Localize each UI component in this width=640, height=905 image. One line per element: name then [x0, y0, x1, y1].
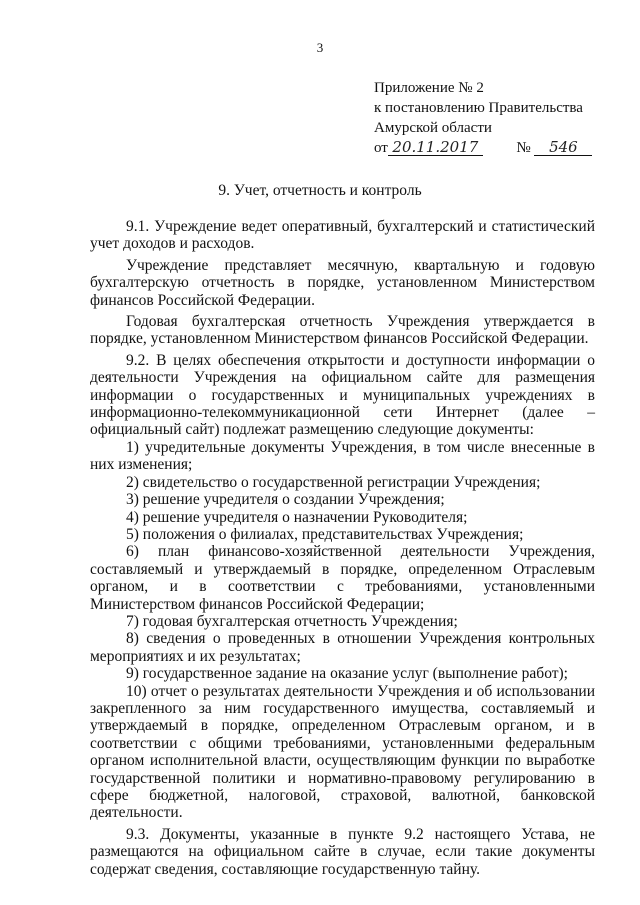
appendix-region: Амурской области: [374, 120, 492, 136]
section-title: 9. Учет, отчетность и контроль: [218, 182, 422, 199]
list-item-6: 6) план финансово-хозяйственной деятельности Учреждения, составляемый и утверждаемый в порядке, определенном Отраслевым органом, и в соответствии с требованиями, установленными Министерством финансов Российской Федерации;: [90, 543, 595, 613]
appendix-resolution: к постановлению Правительства: [374, 100, 583, 116]
list-item-2: 2) свидетельство о государственной регистрации Учреждения;: [126, 473, 541, 491]
handwritten-number: 546: [534, 139, 592, 156]
document-body: [90, 218, 595, 878]
paragraph-9-2: 9.2. В целях обеспечения открытости и доступности информации о деятельности Учреждения на официальном сайте для размещения информации о государственных и муниципальных учреждениях в информационно-телекоммуникационной сети Интернет (далее – официальный сайт) подлежат размещению следующие документы:: [90, 351, 595, 439]
list-item-5: 5) положения о филиалах, представительствах Учреждения;: [126, 525, 524, 543]
date-prefix: от: [374, 140, 388, 156]
appendix-date-line: [374, 138, 592, 158]
list-item-1: 1) учредительные документы Учреждения, в том числе внесенные в них изменения;: [90, 438, 595, 474]
handwritten-date: 20.11.2017: [388, 139, 483, 156]
paragraph-reporting: Учреждение представляет месячную, квартальную и годовую бухгалтерскую отчетность в порядке, установленном Министерством финансов Российской Федерации.: [90, 256, 595, 309]
list-item-3: 3) решение учредителя о создании Учреждения;: [126, 491, 445, 509]
paragraph-9-3: 9.3. Документы, указанные в пункте 9.2 настоящего Устава, не размещаются на официальном сайте в случае, если такие документы содержат сведения, составляющие государственную тайну.: [90, 825, 595, 878]
paragraph-9-1: 9.1. Учреждение ведет оперативный, бухгалтерский и статистический учет доходов и расходов.: [90, 218, 595, 253]
list-item-8: 8) сведения о проведенных в отношении Учреждения контрольных мероприятиях и их результатах;: [90, 630, 595, 665]
list-item-10: 10) отчет о результатах деятельности Учреждения и об использовании закрепленного за ним государственного имущества, составляемый и утверждаемый в порядке, определенном Отраслевым органом, и в соответствии с общими требованиями, установленными федеральным органом исполнительной власти, осуществляющим функции по выработке государственной политики и нормативно-правовому регулированию в сфере бюджетной, налоговой, страховой, валютной, банковской деятельности.: [90, 682, 595, 822]
list-item-4: 4) решение учредителя о назначении Руководителя;: [126, 508, 468, 526]
appendix-title: Приложение № 2: [374, 80, 484, 96]
page-number: 3: [316, 40, 324, 55]
appendix-header: [374, 78, 592, 158]
list-item-9: 9) государственное задание на оказание услуг (выполнение работ);: [126, 665, 568, 683]
list-item-7: 7) годовая бухгалтерская отчетность Учреждения;: [126, 612, 458, 630]
number-prefix: №: [516, 140, 531, 156]
paragraph-annual-report: Годовая бухгалтерская отчетность Учреждения утверждается в порядке, установленном Министерством финансов Российской Федерации.: [90, 313, 595, 348]
